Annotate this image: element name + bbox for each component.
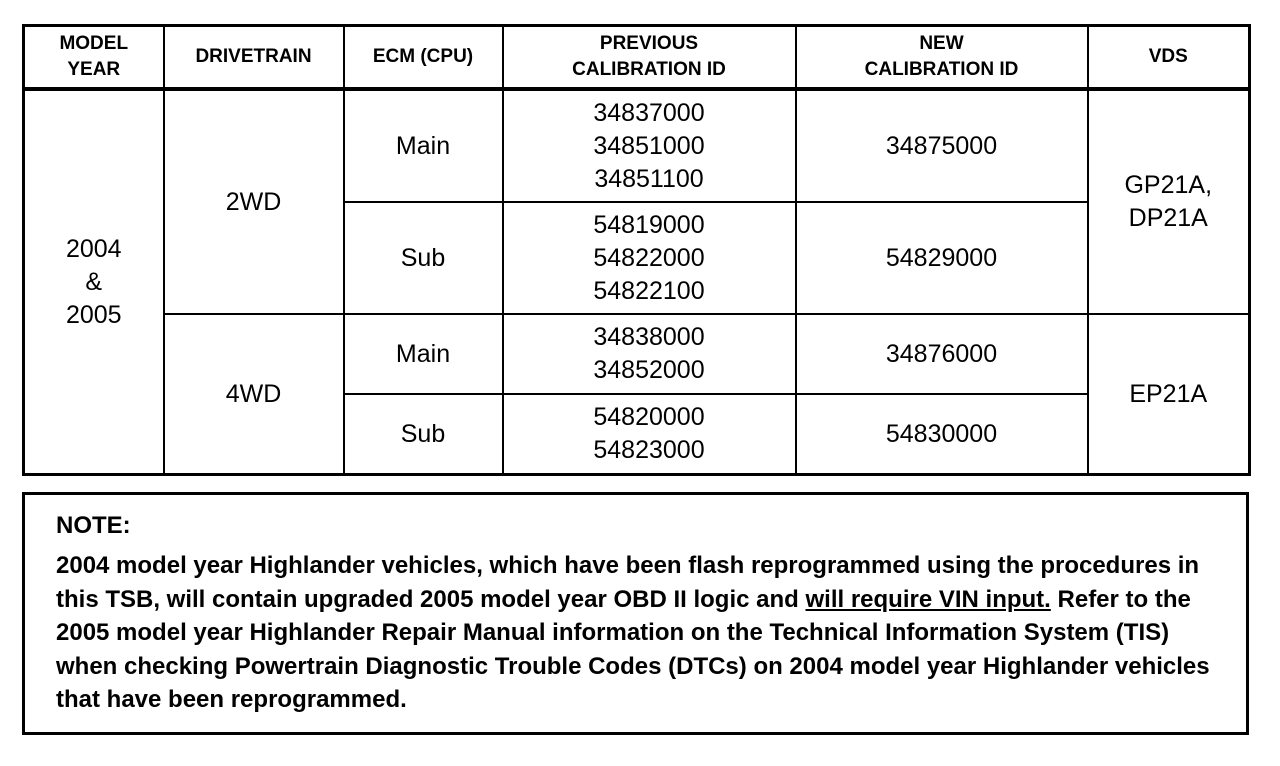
new-id-cell: 54830000 <box>796 394 1088 475</box>
table-row <box>24 314 1250 394</box>
vds-cell-2wd: GP21A, DP21A <box>1088 89 1250 314</box>
ecm-cell: Sub <box>344 202 503 314</box>
previous-id-cell: 34837000 34851000 34851100 <box>503 89 796 202</box>
previous-id-cell: 54819000 54822000 54822100 <box>503 202 796 314</box>
note-box <box>22 492 1249 735</box>
new-id-cell: 34875000 <box>796 89 1088 202</box>
table-header-row <box>24 26 1250 90</box>
note-text: 2004 model year Highlander vehicles, which have been flash reprogrammed using the procedures in this TSB, will contain upgraded 2005 model year OBD II logic and <box>56 552 1200 613</box>
header-drivetrain: DRIVETRAIN <box>164 26 344 90</box>
note-body <box>56 549 1236 717</box>
ecm-cell: Main <box>344 314 503 394</box>
header-model-year: MODEL YEAR <box>24 26 164 90</box>
new-id-cell: 34876000 <box>796 314 1088 394</box>
new-id-cell: 54829000 <box>796 202 1088 314</box>
ecm-cell: Sub <box>344 394 503 475</box>
drivetrain-cell-2wd: 2WD <box>164 89 344 314</box>
header-previous-calibration-id: PREVIOUS CALIBRATION ID <box>503 26 796 90</box>
table-row <box>24 89 1250 202</box>
header-new-calibration-id: NEW CALIBRATION ID <box>796 26 1088 90</box>
previous-id-cell: 34838000 34852000 <box>503 314 796 394</box>
ecm-cell: Main <box>344 89 503 202</box>
header-vds: VDS <box>1088 26 1250 90</box>
vds-cell-4wd: EP21A <box>1088 314 1250 475</box>
model-year-cell: 2004 & 2005 <box>24 89 164 475</box>
note-text: Refer to the 2005 model year Highlander Repair Manual information on the Technical Information System (TIS) when checking Powertrain Diagnostic Trouble Codes (DTCs) on 2004 model year Highlander vehicles that have been reprogrammed. <box>56 585 1210 713</box>
drivetrain-cell-4wd: 4WD <box>164 314 344 475</box>
previous-id-cell: 54820000 54823000 <box>503 394 796 475</box>
calibration-table <box>22 24 1251 476</box>
header-ecm: ECM (CPU) <box>344 26 503 90</box>
note-title: NOTE: <box>56 512 131 539</box>
note-underlined-text: will require VIN input. <box>805 585 1051 613</box>
